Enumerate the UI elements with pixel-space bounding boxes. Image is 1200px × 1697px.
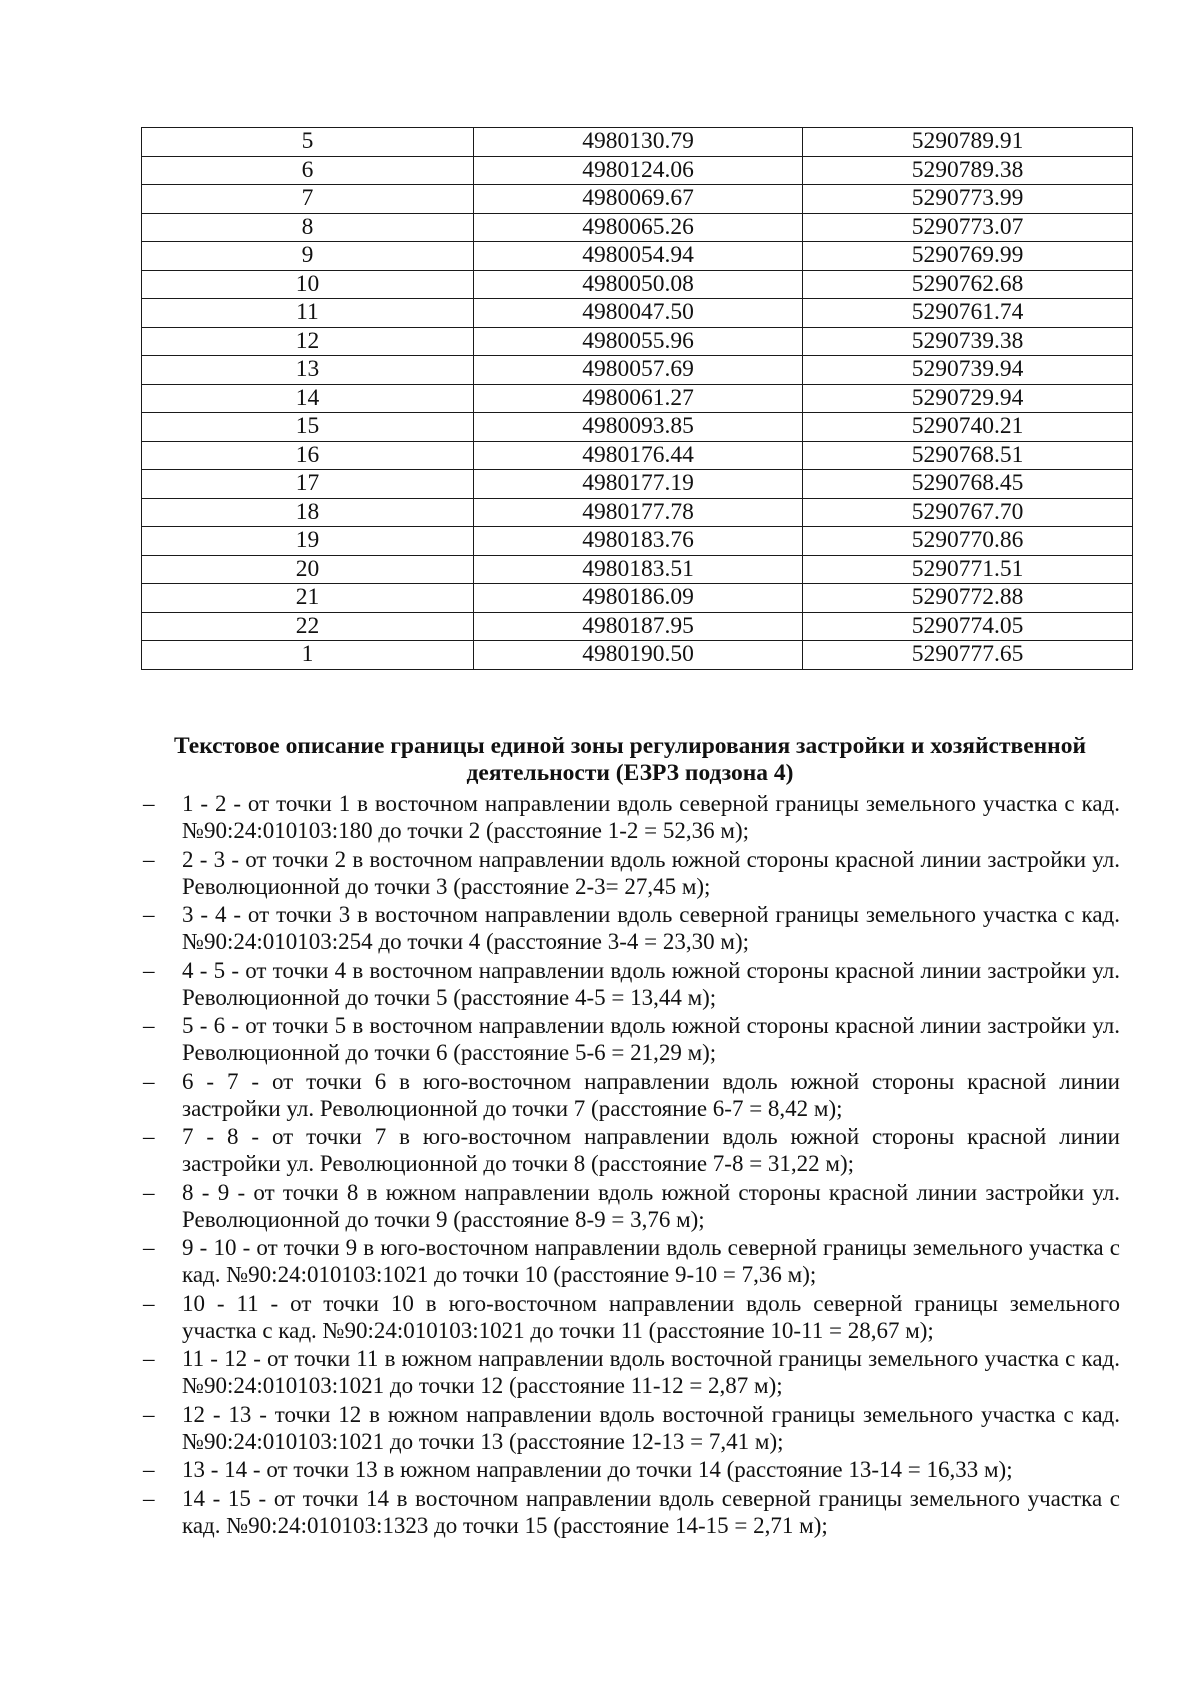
table-row bbox=[142, 299, 1133, 328]
table-row bbox=[142, 470, 1133, 499]
point-number-cell: 10 bbox=[142, 270, 474, 299]
list-item-text: 7 - 8 - от точки 7 в юго-восточном направлении вдоль южной стороны красной линии застройки ул. Революционной до точки 8 (расстояние 7-8 = 31,22 м); bbox=[182, 1124, 1120, 1176]
point-number-cell: 21 bbox=[142, 584, 474, 613]
x-coordinate-cell: 4980177.19 bbox=[474, 470, 803, 499]
y-coordinate-cell: 5290739.38 bbox=[803, 327, 1133, 356]
y-coordinate-cell: 5290762.68 bbox=[803, 270, 1133, 299]
list-item-text: 10 - 11 - от точки 10 в юго-восточном направлении вдоль северной границы земельного участка с кад. №90:24:010103:1021 до точки 11 (расстояние 10-11 = 28,67 м); bbox=[182, 1290, 1120, 1343]
x-coordinate-cell: 4980183.76 bbox=[474, 527, 803, 556]
list-item-text: 3 - 4 - от точки 3 в восточном направлении вдоль северной границы земельного участка с кад. №90:24:010103:254 до точки 4 (расстояние 3-4 = 23,30 м); bbox=[182, 902, 1120, 954]
dash-bullet-icon: – bbox=[143, 1346, 155, 1371]
x-coordinate-cell: 4980177.78 bbox=[474, 498, 803, 527]
x-coordinate-cell: 4980176.44 bbox=[474, 441, 803, 470]
table-row bbox=[142, 498, 1133, 527]
list-item-text: 14 - 15 - от точки 14 в восточном направлении вдоль северной границы земельного участка с кад. №90:24:010103:1323 до точки 15 (расстояние 14-15 = 2,71 м); bbox=[182, 1485, 1120, 1538]
table-row bbox=[142, 156, 1133, 185]
point-number-cell: 15 bbox=[142, 413, 474, 442]
list-item bbox=[140, 1179, 1120, 1233]
point-number-cell: 11 bbox=[142, 299, 474, 328]
table-row bbox=[142, 356, 1133, 385]
dash-bullet-icon: – bbox=[143, 1235, 155, 1260]
list-item-text: 8 - 9 - от точки 8 в южном направлении вдоль южной стороны красной линии застройки ул. Революционной до точки 9 (расстояние 8-9 = 3,76 м); bbox=[182, 1179, 1120, 1232]
list-item bbox=[140, 1401, 1120, 1455]
dash-bullet-icon: – bbox=[143, 846, 155, 872]
x-coordinate-cell: 4980069.67 bbox=[474, 185, 803, 214]
y-coordinate-cell: 5290772.88 bbox=[803, 584, 1133, 613]
point-number-cell: 14 bbox=[142, 384, 474, 413]
point-number-cell: 20 bbox=[142, 555, 474, 584]
dash-bullet-icon: – bbox=[143, 1485, 155, 1511]
point-number-cell: 13 bbox=[142, 356, 474, 385]
list-item bbox=[140, 1345, 1120, 1399]
x-coordinate-cell: 4980054.94 bbox=[474, 242, 803, 271]
list-item-text: 2 - 3 - от точки 2 в восточном направлении вдоль южной стороны красной линии застройки ул. Революционной до точки 3 (расстояние 2-3= 27,45 м); bbox=[182, 846, 1120, 899]
list-item bbox=[140, 790, 1120, 844]
y-coordinate-cell: 5290771.51 bbox=[803, 555, 1133, 584]
dash-bullet-icon: – bbox=[143, 1068, 155, 1094]
point-number-cell: 7 bbox=[142, 185, 474, 214]
point-number-cell: 5 bbox=[142, 128, 474, 157]
list-item bbox=[140, 1123, 1120, 1177]
x-coordinate-cell: 4980065.26 bbox=[474, 213, 803, 242]
x-coordinate-cell: 4980055.96 bbox=[474, 327, 803, 356]
x-coordinate-cell: 4980130.79 bbox=[474, 128, 803, 157]
x-coordinate-cell: 4980061.27 bbox=[474, 384, 803, 413]
y-coordinate-cell: 5290773.07 bbox=[803, 213, 1133, 242]
x-coordinate-cell: 4980093.85 bbox=[474, 413, 803, 442]
point-number-cell: 8 bbox=[142, 213, 474, 242]
list-item-text: 12 - 13 - точки 12 в южном направлении вдоль восточной границы земельного участка с кад. №90:24:010103:1021 до точки 13 (расстояние 12-13 = 7,41 м); bbox=[182, 1401, 1120, 1454]
list-item-text: 1 - 2 - от точки 1 в восточном направлении вдоль северной границы земельного участка с кад. №90:24:010103:180 до точки 2 (расстояние 1-2 = 52,36 м); bbox=[182, 791, 1120, 843]
list-item bbox=[140, 1290, 1120, 1344]
x-coordinate-cell: 4980186.09 bbox=[474, 584, 803, 613]
list-item bbox=[140, 1012, 1120, 1066]
y-coordinate-cell: 5290768.45 bbox=[803, 470, 1133, 499]
list-item bbox=[140, 1234, 1120, 1288]
coordinates-table-body bbox=[142, 128, 1133, 670]
point-number-cell: 18 bbox=[142, 498, 474, 527]
list-item-text: 4 - 5 - от точки 4 в восточном направлении вдоль южной стороны красной линии застройки ул. Революционной до точки 5 (расстояние 4-5 = 13,44 м); bbox=[182, 957, 1120, 1010]
list-item-text: 13 - 14 - от точки 13 в южном направлении до точки 14 (расстояние 13-14 = 16,33 м); bbox=[182, 1457, 1013, 1482]
y-coordinate-cell: 5290740.21 bbox=[803, 413, 1133, 442]
y-coordinate-cell: 5290777.65 bbox=[803, 641, 1133, 670]
y-coordinate-cell: 5290729.94 bbox=[803, 384, 1133, 413]
dash-bullet-icon: – bbox=[143, 902, 155, 927]
list-item bbox=[140, 846, 1120, 900]
dash-bullet-icon: – bbox=[143, 1457, 155, 1482]
point-number-cell: 17 bbox=[142, 470, 474, 499]
x-coordinate-cell: 4980057.69 bbox=[474, 356, 803, 385]
point-number-cell: 16 bbox=[142, 441, 474, 470]
list-item-text: 6 - 7 - от точки 6 в юго-восточном направлении вдоль южной стороны красной линии застройки ул. Революционной до точки 7 (расстояние 6-7 = 8,42 м); bbox=[182, 1068, 1120, 1121]
boundary-description-list bbox=[140, 790, 1120, 1540]
section-heading: Текстовое описание границы единой зоны регулирования застройки и хозяйственной деятельности (ЕЗРЗ подзона 4) bbox=[173, 733, 1087, 786]
table-row bbox=[142, 270, 1133, 299]
list-item-text: 5 - 6 - от точки 5 в восточном направлении вдоль южной стороны красной линии застройки ул. Революционной до точки 6 (расстояние 5-6 = 21,29 м); bbox=[182, 1013, 1120, 1065]
x-coordinate-cell: 4980190.50 bbox=[474, 641, 803, 670]
x-coordinate-cell: 4980124.06 bbox=[474, 156, 803, 185]
x-coordinate-cell: 4980050.08 bbox=[474, 270, 803, 299]
dash-bullet-icon: – bbox=[143, 1290, 155, 1316]
point-number-cell: 6 bbox=[142, 156, 474, 185]
y-coordinate-cell: 5290774.05 bbox=[803, 612, 1133, 641]
point-number-cell: 1 bbox=[142, 641, 474, 670]
dash-bullet-icon: – bbox=[143, 1179, 155, 1205]
table-row bbox=[142, 242, 1133, 271]
x-coordinate-cell: 4980183.51 bbox=[474, 555, 803, 584]
list-item bbox=[140, 1485, 1120, 1539]
table-row bbox=[142, 327, 1133, 356]
y-coordinate-cell: 5290761.74 bbox=[803, 299, 1133, 328]
dash-bullet-icon: – bbox=[143, 1013, 155, 1038]
y-coordinate-cell: 5290739.94 bbox=[803, 356, 1133, 385]
table-row bbox=[142, 555, 1133, 584]
y-coordinate-cell: 5290770.86 bbox=[803, 527, 1133, 556]
table-row bbox=[142, 641, 1133, 670]
table-row bbox=[142, 213, 1133, 242]
table-row bbox=[142, 584, 1133, 613]
y-coordinate-cell: 5290773.99 bbox=[803, 185, 1133, 214]
point-number-cell: 22 bbox=[142, 612, 474, 641]
coordinates-table bbox=[141, 127, 1133, 670]
dash-bullet-icon: – bbox=[143, 791, 155, 816]
table-row bbox=[142, 612, 1133, 641]
y-coordinate-cell: 5290768.51 bbox=[803, 441, 1133, 470]
table-row bbox=[142, 128, 1133, 157]
x-coordinate-cell: 4980187.95 bbox=[474, 612, 803, 641]
x-coordinate-cell: 4980047.50 bbox=[474, 299, 803, 328]
point-number-cell: 9 bbox=[142, 242, 474, 271]
table-row bbox=[142, 185, 1133, 214]
y-coordinate-cell: 5290789.91 bbox=[803, 128, 1133, 157]
table-row bbox=[142, 441, 1133, 470]
table-row bbox=[142, 527, 1133, 556]
table-row bbox=[142, 413, 1133, 442]
list-item bbox=[140, 1456, 1120, 1483]
y-coordinate-cell: 5290789.38 bbox=[803, 156, 1133, 185]
y-coordinate-cell: 5290767.70 bbox=[803, 498, 1133, 527]
y-coordinate-cell: 5290769.99 bbox=[803, 242, 1133, 271]
list-item bbox=[140, 957, 1120, 1011]
dash-bullet-icon: – bbox=[143, 957, 155, 983]
list-item-text: 9 - 10 - от точки 9 в юго-восточном направлении вдоль северной границы земельного участка с кад. №90:24:010103:1021 до точки 10 (расстояние 9-10 = 7,36 м); bbox=[182, 1235, 1120, 1287]
dash-bullet-icon: – bbox=[143, 1401, 155, 1427]
dash-bullet-icon: – bbox=[143, 1124, 155, 1149]
list-item bbox=[140, 1068, 1120, 1122]
list-item-text: 11 - 12 - от точки 11 в южном направлении вдоль восточной границы земельного участка с кад. №90:24:010103:1021 до точки 12 (расстояние 11-12 = 2,87 м); bbox=[182, 1346, 1120, 1398]
point-number-cell: 19 bbox=[142, 527, 474, 556]
point-number-cell: 12 bbox=[142, 327, 474, 356]
table-row bbox=[142, 384, 1133, 413]
list-item bbox=[140, 901, 1120, 955]
